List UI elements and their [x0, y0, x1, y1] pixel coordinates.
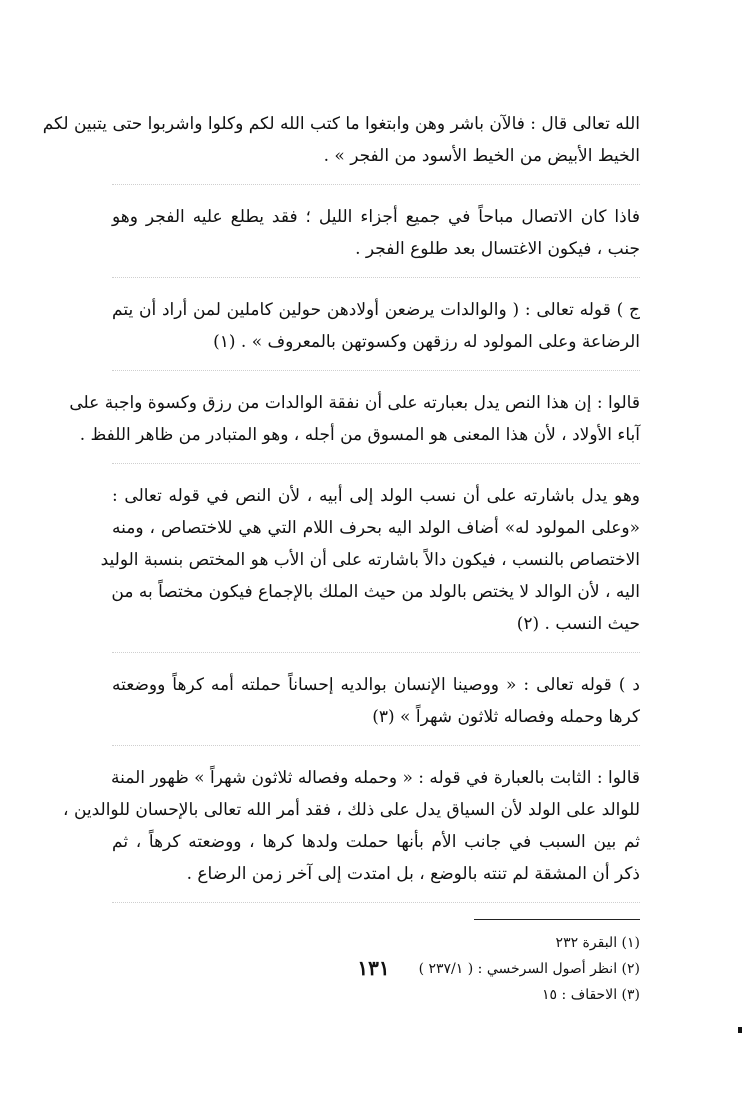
text-line: الاختصاص بالنسب ، فيكون دالاً باشارته على أن الأب هو المختص بنسبة الوليد — [100, 550, 640, 570]
text-line: فاذا كان الاتصال مباحاً في جميع أجزاء الليل ؛ فقد يطلع عليه الفجر وهو — [112, 207, 640, 227]
text-line: «وعلى المولود له» أضاف الولد اليه بحرف اللام التي هي للاختصاص ، ومنه — [112, 518, 640, 538]
text-line: الله تعالى قال : فالآن باشر وهن وابتغوا ما كتب الله لكم وكلوا واشربوا حتى يتبين لكم — [42, 114, 640, 134]
text-line: اليه ، لأن الوالد لا يختص بالولد من حيث الملك بالإجماع فيكون مختصاً به من — [111, 582, 640, 602]
text-line: ثم بين السبب في جانب الأم بأنها حملت ولدها كرها ، ووضعته كرهاً ، ثم — [112, 832, 640, 852]
text-line: وهو يدل باشارته على أن نسب الولد إلى أبيه ، لأن النص في قوله تعالى : — [112, 486, 640, 506]
text-line: ج ) قوله تعالى : ( والوالدات يرضعن أولادهن حولين كاملين لمن أراد أن يتم — [112, 300, 640, 320]
text-line: حيث النسب . (٢) — [516, 614, 640, 634]
text-line: الخيط الأبيض من الخيط الأسود من الفجر » . — [323, 146, 640, 166]
text-line: د ) قوله تعالى : « ووصينا الإنسان بوالديه إحساناً حملته أمه كرهاً ووضعته — [112, 675, 640, 695]
paragraph-6 — [112, 669, 640, 746]
paragraph-7 — [63, 762, 640, 903]
paragraph-1 — [42, 108, 640, 185]
footnote-3: (٣) الاحقاف : ١٥ — [542, 987, 640, 1003]
text-line: الرضاعة وعلى المولود له رزقهن وكسوتهن بالمعروف » . (١) — [213, 332, 640, 352]
footnote-divider — [474, 919, 640, 920]
text-line: للوالد على الولد لأن السياق يدل على ذلك ، فقد أمر الله تعالى بالإحسان للوالدين ، — [63, 800, 640, 820]
text-line: جنب ، فيكون الاغتسال بعد طلوع الفجر . — [355, 239, 640, 259]
page-number: ١٣١ — [357, 956, 390, 980]
footnote-1: (١) البقرة ٢٣٢ — [555, 935, 640, 951]
paragraph-4 — [69, 387, 640, 464]
text-line: كرها وحمله وفصاله ثلاثون شهراً » (٣) — [372, 707, 640, 727]
text-line: ذكر أن المشقة لم تنته بالوضع ، بل امتدت إلى آخر زمن الرضاع . — [186, 864, 640, 884]
text-line: آباء الأولاد ، لأن هذا المعنى هو المسوق من أجله ، وهو المتبادر من ظاهر اللفظ . — [79, 425, 640, 445]
paragraph-3 — [112, 294, 640, 371]
text-line: قالوا : الثابت بالعبارة في قوله : « وحمله وفصاله ثلاثون شهراً » ظهور المنة — [111, 768, 640, 788]
footnote-2: (٢) انظر أصول السرخسي : ( ٢٣٧/١ ) — [418, 961, 640, 977]
page-body — [42, 108, 640, 1008]
paragraph-5 — [100, 480, 640, 653]
paragraph-2 — [112, 201, 640, 278]
text-line: قالوا : إن هذا النص يدل بعبارته على أن نفقة الوالدات من رزق وكسوة واجبة على — [69, 393, 640, 413]
scan-mark — [738, 1027, 742, 1033]
